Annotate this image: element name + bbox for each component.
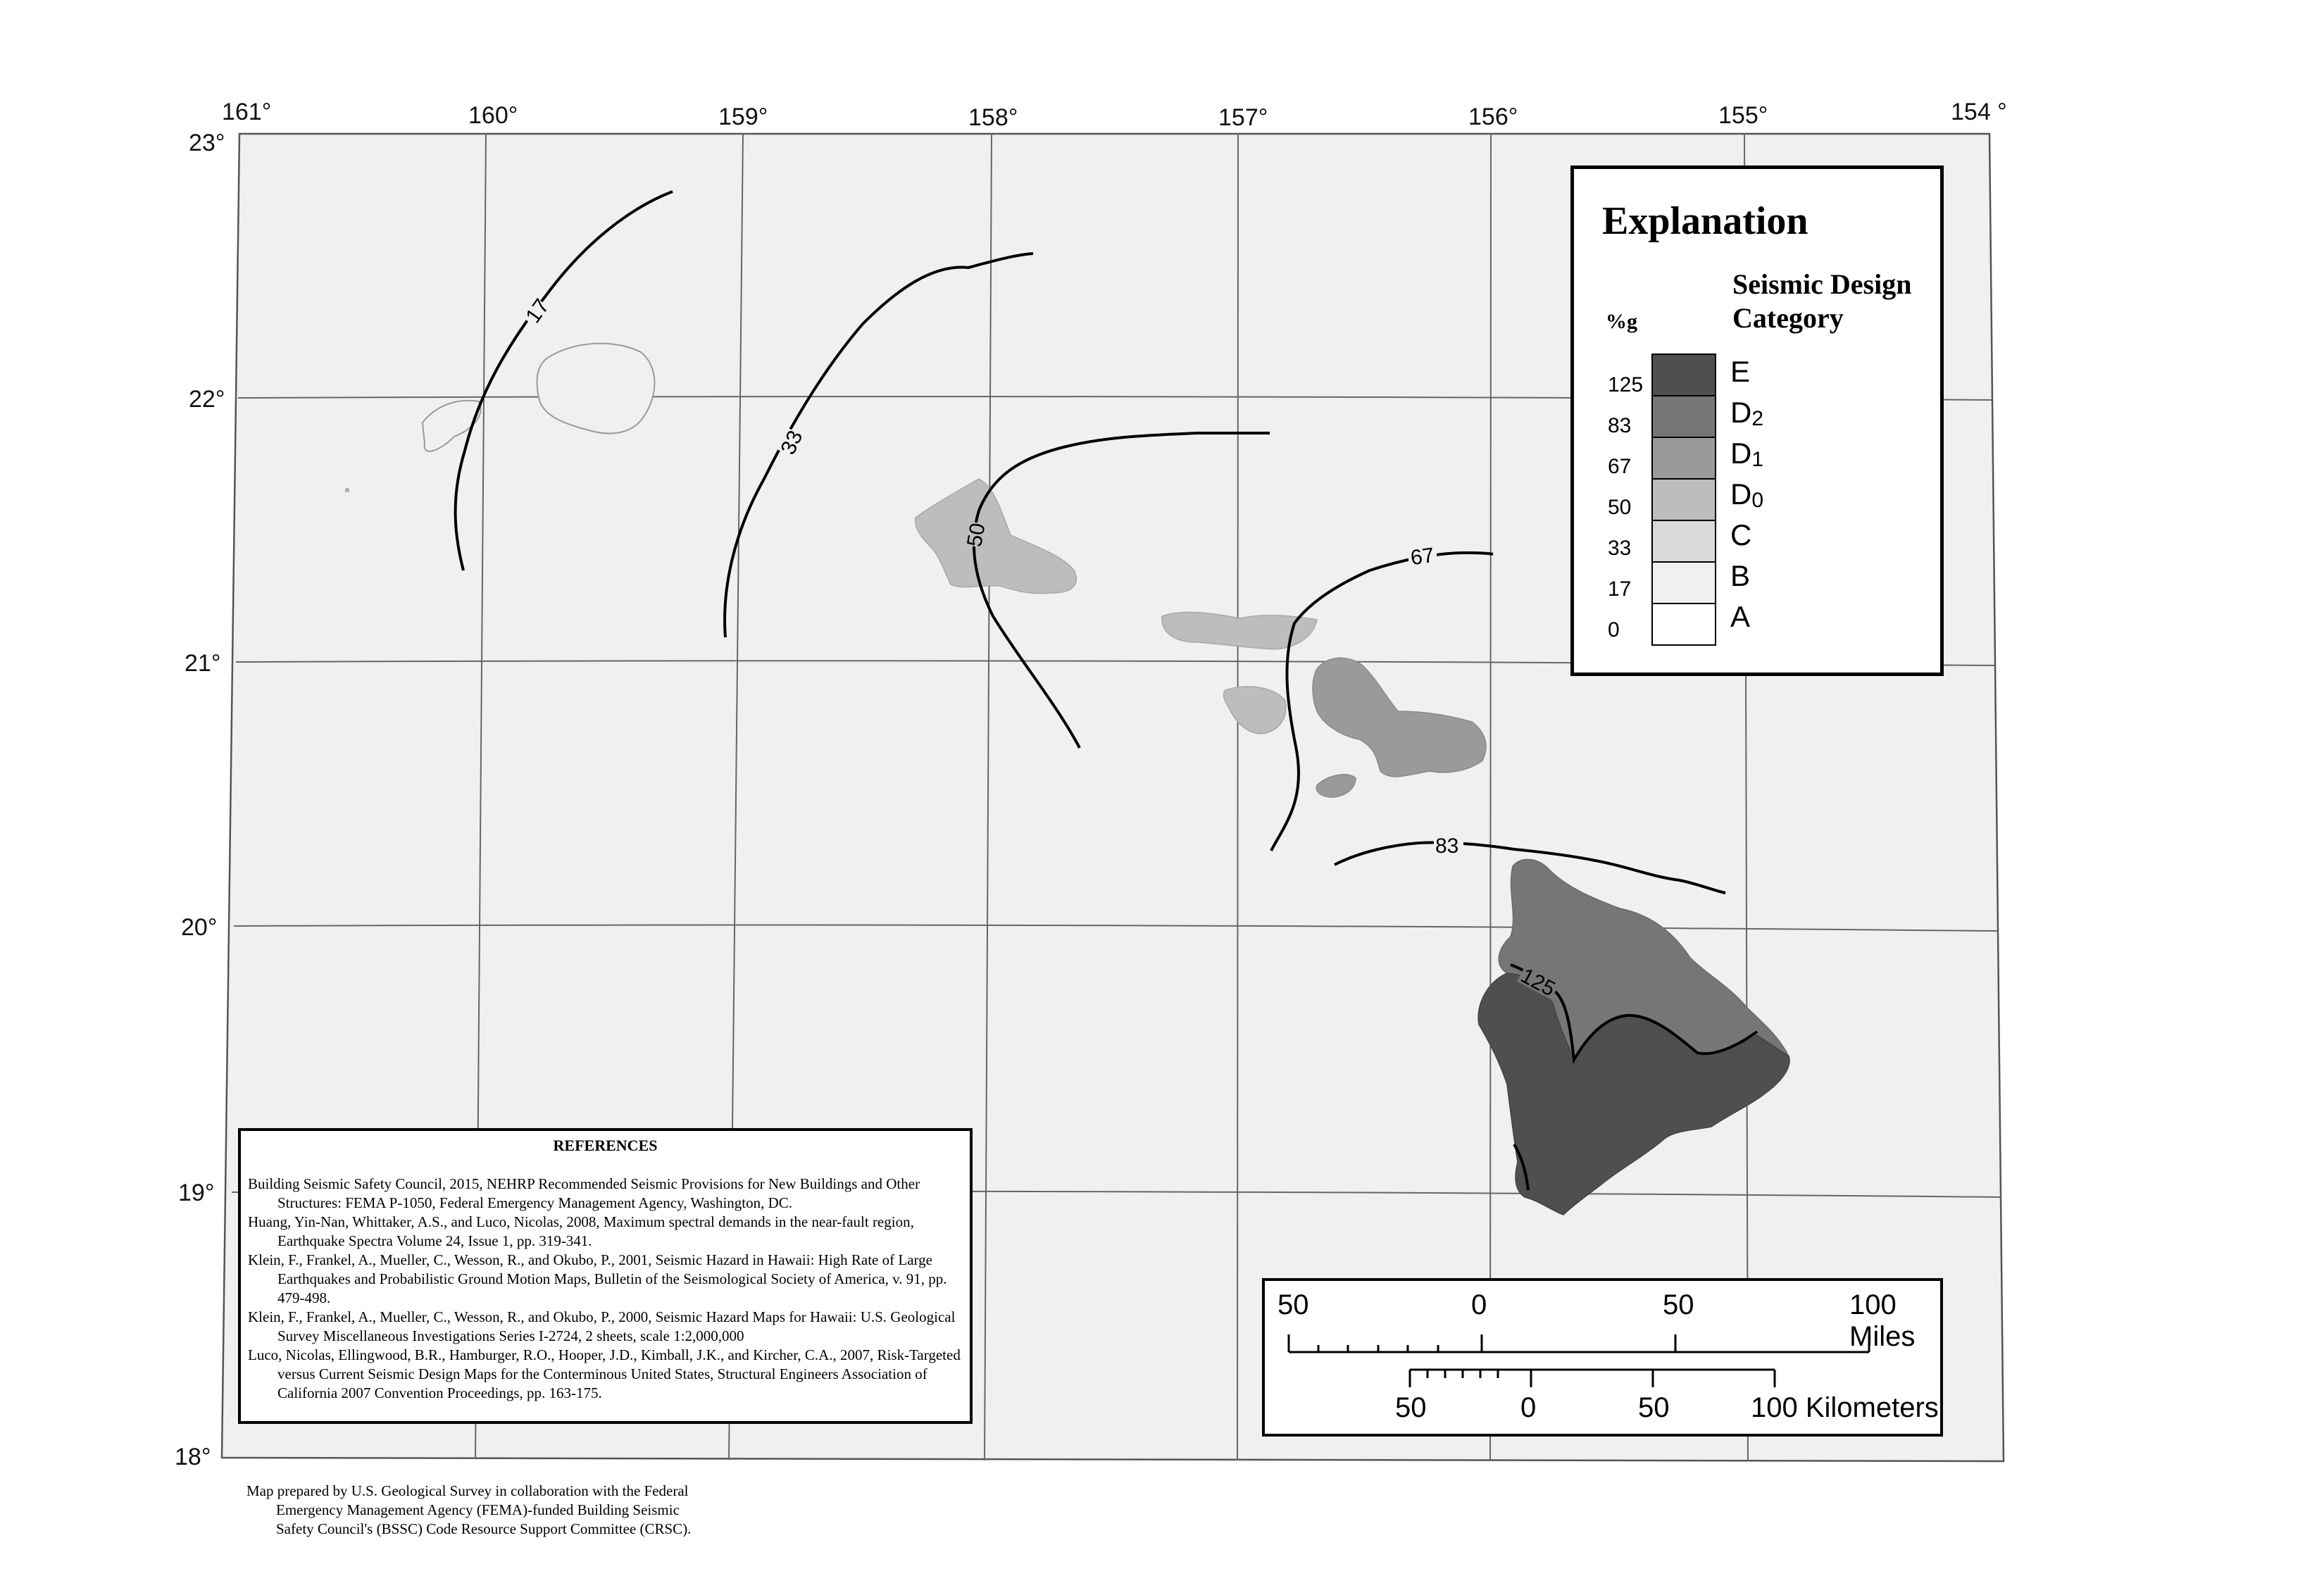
legend-value-67: 67 [1608,455,1632,478]
swatch-d1 [1651,438,1716,480]
reference-item: Klein, F., Frankel, A., Mueller, C., Wesson, R., and Okubo, P., 2000, Seismic Hazard Maps for Hawaii: U.S. Geological Survey Miscellaneous Investigations Series I-2724, 2 sheets, scale 1:2,000,000 [248,1308,956,1344]
reference-item: Building Seismic Safety Council, 2015, NEHRP Recommended Seismic Provisions for New Buildings and Other Structures: FEMA P-1050, Federal Emergency Management Agency, Washington, DC. [248,1175,920,1211]
swatch-d2 [1651,396,1716,438]
legend-category-d1: D1 [1730,437,1764,471]
scale-km-100: 100 Kilometers [1751,1392,1939,1423]
lon-label-156: 156° [1468,104,1518,130]
lon-label-158: 158° [968,104,1018,131]
lon-label-154: 154 ° [1951,99,2007,125]
legend-value-17: 17 [1608,577,1632,601]
scale-bar-box [1262,1278,1943,1437]
kaula-islet [346,489,349,492]
legend-category-title-line2: Category [1732,302,1844,334]
scale-miles-100: 100 Miles [1849,1289,1916,1352]
lat-label-21: 21° [185,650,221,677]
legend-value-83: 83 [1608,414,1632,437]
swatch-c [1651,521,1716,563]
legend-category-c: C [1730,518,1752,551]
scale-km-0: 0 [1520,1392,1537,1423]
references-box [238,1128,973,1424]
lon-label-160: 160° [468,102,518,129]
reference-item: Huang, Yin-Nan, Whittaker, A.S., and Luco, Nicolas, 2008, Maximum spectral demands in the near-fault region, Earthquake Spectra Volume 24, Issue 1, pp. 319-341. [248,1213,914,1249]
swatch-d0 [1651,480,1716,521]
swatch-e [1651,354,1716,396]
scale-km-50-left: 50 [1395,1392,1427,1423]
scale-miles-50-left: 50 [1277,1289,1309,1320]
reference-item: Klein, F., Frankel, A., Mueller, C., Wesson, R., and Okubo, P., 2001, Seismic Hazard in Hawaii: High Rate of Large Earthquakes and Probabilistic Ground Motion Maps, Bulletin of the Seismological Society of America, v. 91, pp. 479-498. [248,1251,947,1306]
contour-label-50: 50 [963,521,990,549]
legend-value-50: 50 [1608,496,1632,519]
legend-value-33: 33 [1608,537,1632,560]
lat-label-23: 23° [189,130,225,156]
legend-value-0: 0 [1608,618,1620,642]
reference-item: Luco, Nicolas, Ellingwood, B.R., Hamburger, R.O., Hooper, J.D., Kimball, J.K., and Kircher, C.A., 2007, Risk-Targeted versus Current Seismic Design Maps for the Conterminous United States, Structural Engineers Association of California 2007 Convention Proceedings, pp. 163-175. [248,1346,961,1401]
lon-label-155: 155° [1718,102,1768,129]
legend-category-d0: D0 [1730,477,1764,512]
map-credit [246,1482,691,1539]
lon-label-161: 161° [222,99,272,125]
legend-unit: %g [1606,310,1637,333]
lat-label-20: 20° [181,914,218,941]
lat-label-19: 19° [178,1180,215,1206]
swatch-b [1651,563,1716,604]
legend-category-b: B [1730,559,1751,592]
lon-label-159: 159° [718,104,768,130]
legend-category-title [1732,268,1911,335]
contour-label-125: 125 [1517,963,1559,1001]
credit-line: Map prepared by U.S. Geological Survey in collaboration with the Federal [246,1482,689,1499]
legend-category-e: E [1730,355,1751,388]
scale-miles-0: 0 [1471,1289,1487,1320]
legend-category-title-line1: Seismic Design [1732,268,1912,300]
longitude-labels [222,99,2007,131]
lat-label-22: 22° [189,386,225,413]
legend-swatches [1651,354,1716,646]
lon-label-157: 157° [1218,104,1268,131]
references-title: REFERENCES [553,1137,658,1154]
legend-title: Explanation [1602,199,1808,243]
legend-category-a: A [1730,600,1751,633]
lat-label-18: 18° [175,1444,211,1470]
contour-label-67: 67 [1408,543,1436,570]
latitude-labels [175,130,225,1470]
swatch-a [1651,604,1716,646]
credit-line: Emergency Management Agency (FEMA)-funded Building Seismic [276,1501,680,1518]
legend-value-125: 125 [1608,373,1644,396]
credit-line: Safety Council's (BSSC) Code Resource Support Committee (CRSC). [276,1520,692,1537]
scale-km-50: 50 [1638,1392,1670,1423]
legend-box [1570,165,1944,676]
scale-miles-50: 50 [1663,1289,1694,1320]
contour-label-33: 33 [776,427,808,458]
legend-category-d2: D2 [1730,396,1764,430]
contour-label-17: 17 [521,294,554,327]
contour-label-83: 83 [1435,834,1459,858]
